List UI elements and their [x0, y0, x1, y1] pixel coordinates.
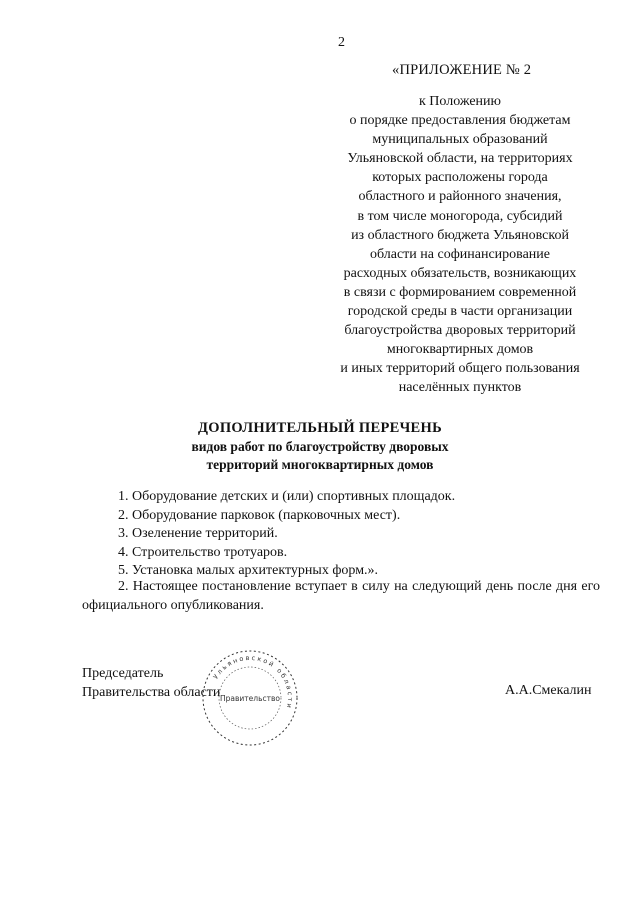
- addressee-line: из областного бюджета Ульяновской: [351, 227, 569, 243]
- addressee-line: Ульяновской области, на территориях: [347, 151, 573, 167]
- svg-text:Правительство: Правительство: [220, 694, 280, 703]
- document-heading: [120, 418, 520, 474]
- heading-subtitle-line: территорий многоквартирных домов: [206, 457, 434, 472]
- addressee-line: благоустройства дворовых территорий: [344, 323, 576, 339]
- position-line: Председатель: [82, 666, 164, 681]
- addressee-line: о порядке предоставления бюджетам: [349, 113, 571, 129]
- works-list: [118, 488, 455, 581]
- svg-text:Ульяновской области: Ульяновской области: [211, 653, 295, 711]
- heading-title: ДОПОЛНИТЕЛЬНЫЙ ПЕРЕЧЕНЬ: [198, 420, 442, 436]
- list-item: 3. Озеленение территорий.: [118, 526, 278, 542]
- page-number: 2: [338, 35, 345, 50]
- list-item: 2. Оборудование парковок (парковочных мест).: [118, 507, 401, 523]
- effective-date-paragraph: 2. Настоящее постановление вступает в силу на следующий день после дня его официального опубликования.: [82, 579, 600, 613]
- addressee-line: городской среды в части организации: [347, 304, 573, 320]
- list-item: 5. Установка малых архитектурных форм.».: [118, 563, 379, 579]
- signatory-name: А.А.Смекалин: [505, 683, 592, 698]
- addressee-line: области на софинансирование: [369, 246, 551, 262]
- addressee-line: которых расположены города: [372, 170, 548, 186]
- heading-subtitle-line: видов работ по благоустройству дворовых: [191, 439, 449, 454]
- addressee-line: к Положению: [418, 94, 501, 109]
- addressee-block: [318, 92, 602, 398]
- list-item: 4. Строительство тротуаров.: [118, 544, 288, 560]
- addressee-line: населённых пунктов: [398, 380, 522, 396]
- list-item: 1. Оборудование детских и (или) спортивных площадок.: [118, 489, 456, 504]
- addressee-line: областного и районного значения,: [358, 189, 562, 205]
- addressee-line: многоквартирных домов: [386, 342, 534, 358]
- addressee-line: муниципальных образований: [372, 132, 548, 148]
- addressee-line: в том числе моногорода, субсидий: [357, 208, 563, 224]
- official-seal-stamp: [200, 648, 300, 748]
- addressee-line: в связи с формированием современной: [343, 284, 577, 300]
- position-line: Правительства области: [82, 685, 221, 700]
- addressee-line: расходных обязательств, возникающих: [343, 265, 577, 281]
- addressee-line: и иных территорий общего пользования: [340, 361, 580, 377]
- appendix-title: «ПРИЛОЖЕНИЕ № 2: [392, 62, 532, 78]
